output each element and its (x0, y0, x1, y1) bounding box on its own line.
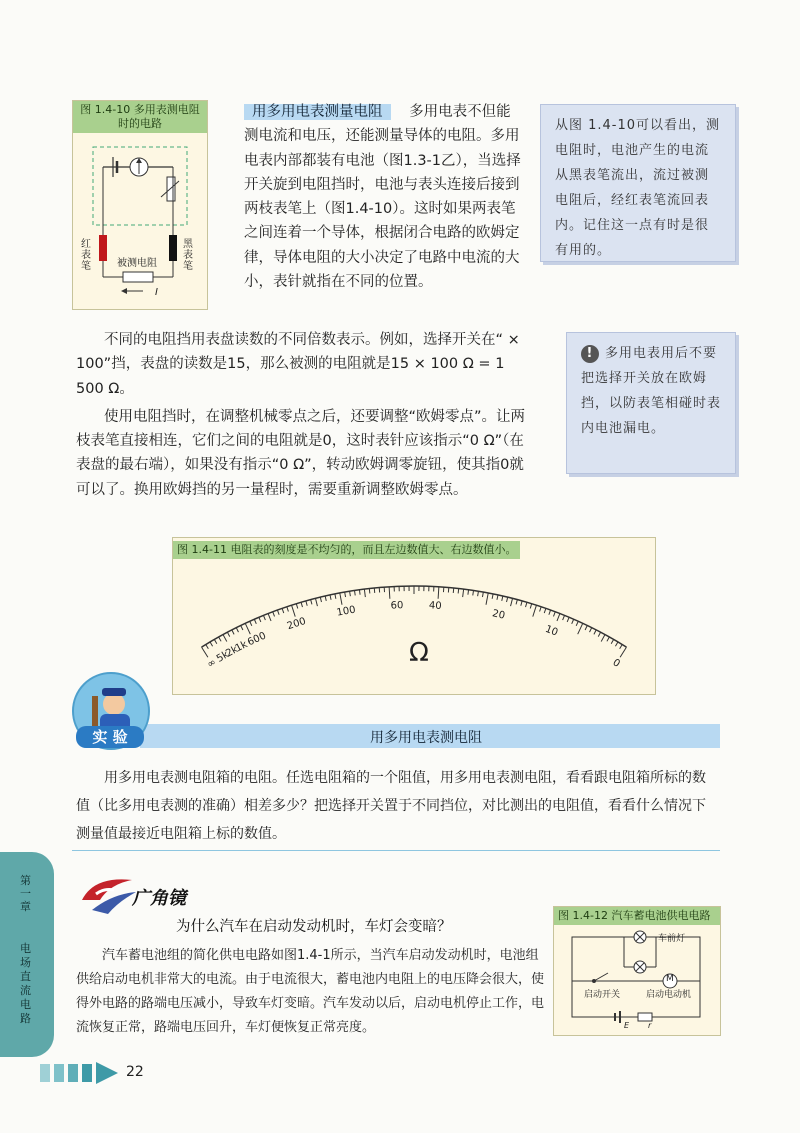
scale-tick (620, 647, 626, 657)
scale-tick (572, 619, 574, 624)
scale-label: 20 (491, 608, 506, 622)
chapter-title: 电场 直流电路 (20, 942, 42, 1025)
figure-1-4-11 (172, 537, 656, 695)
scale-tick (486, 593, 488, 605)
section-heading: 用多用电表测量电阻 (244, 104, 391, 120)
ohm-unit-symbol: Ω (409, 638, 429, 668)
scale-label: 1k (233, 639, 250, 655)
side-note-1-text: 从图 1.4-10可以看出，测电阻时，电池产生的电流从黑表笔流出，流过被测电阻后，经红表笔流回表内。记住这一点有时是很有用的。 (555, 118, 721, 258)
scale-tick (468, 590, 469, 595)
car-battery-circuit-diagram (554, 925, 720, 1035)
wide-lens-text: 汽车蓄电池组的简化供电电路如图1.4-1所示，当汽车启动发动机时，电池组供给启动电机非常大的电流。由于电流很大，蓄电池内电阻上的电压降会很大，使得外电路的路端电压减小，导致车灯变暗。汽车发动以后，启动电机停止工作，电流恢复正常，路端电压回升，车灯便恢复正常亮度。 (76, 948, 545, 1035)
scale-label: 600 (245, 630, 268, 649)
scale-tick (287, 607, 289, 612)
scale-tick (263, 615, 265, 620)
scale-tick (511, 598, 513, 606)
alert-icon: ! (581, 345, 599, 363)
scale-tick (311, 600, 312, 605)
scale-tick (601, 635, 605, 642)
scale-tick (507, 597, 508, 602)
scale-tick (530, 604, 531, 609)
scale-tick (315, 598, 317, 606)
scale-tick (482, 592, 483, 597)
scale-tick (620, 644, 623, 648)
ohm-scale-dial (173, 556, 655, 694)
scale-tick (544, 608, 546, 613)
scale-tick (354, 590, 355, 595)
scale-tick (578, 623, 583, 634)
scale-label: 60 (390, 600, 404, 612)
figure-1-4-12 (553, 906, 721, 1036)
intro-paragraph: 多用电表不但能测电流和电压，还能测量导体的电阻。多用电表内部都装有电池（图1.3-1乙），当选择开关旋到电阻挡时，电池与表头连接后接到两枝表笔上（图1.4-10）。这时如果两表笔之间连着一个导体，根据闭合电路的欧姆定律，导体电阻的大小决定了电路中电流的大小，表针就指在不同的位置。 (244, 104, 521, 291)
scale-tick (438, 587, 439, 599)
scale-tick (521, 601, 522, 606)
scale-tick (473, 590, 474, 595)
scale-tick (340, 593, 342, 605)
scale-tick (236, 628, 238, 632)
scale-tick (345, 592, 346, 597)
scale-tick (553, 612, 555, 617)
scale-tick (335, 594, 336, 599)
figure-1-4-10 (72, 100, 208, 310)
motor-label: 启动电动机 (646, 990, 692, 1000)
scale-tick (458, 589, 459, 594)
scale-tick (210, 642, 213, 646)
page-footer-arrows (40, 1060, 120, 1086)
scale-tick (241, 625, 243, 630)
scale-tick (549, 610, 551, 615)
scale-tick (223, 635, 227, 642)
scale-tick (502, 596, 503, 601)
scale-label: 0 (610, 657, 622, 670)
side-note-2-text: 多用电表用后不要把选择开关放在欧姆挡，以防表笔相碰时表内电池漏电。 (581, 346, 722, 436)
scale-tick (585, 625, 587, 630)
scale-tick (202, 647, 208, 657)
scale-tick (320, 597, 321, 602)
ohmmeter-circuit-diagram (73, 137, 207, 307)
scale-tick (364, 589, 365, 597)
scale-tick (389, 587, 390, 599)
scale-label: 100 (335, 604, 357, 619)
scale-tick (330, 595, 331, 600)
scale-tick (206, 644, 209, 648)
scale-tick (250, 621, 252, 626)
motor-symbol: M (666, 974, 674, 984)
scale-tick (540, 607, 542, 612)
scale-tick (325, 596, 326, 601)
scale-tick (245, 623, 250, 634)
scale-tick (576, 621, 578, 626)
paragraph-3: 使用电阻挡时，在调整机械零点之后，还要调整“欧姆零点”。让两枝表笔直接相连，它们之间的电阻就是0，这时表针应该指示“0 Ω”（在表盘的最右端），如果没有指示“0 Ω”，转动欧姆调零旋钮，使其指0就可以了。换用欧姆挡的另一量程时，需要重新调整欧姆零点。 (76, 408, 526, 498)
figure-caption: 图 1.4-10 多用表测电阻时的电路 (73, 101, 207, 133)
experiment-text: 用多用电表测电阻箱的电阻。任选电阻箱的一个阻值，用多用电表测电阻，看看跟电阻箱所标的数值（比多用电表测的准确）相差多少？把选择开关置于不同挡位，对比测出的电阻值，看看什么情况下测量值最接近电阻箱上标的数值。 (76, 770, 706, 842)
scale-tick (350, 591, 351, 596)
scale-tick (214, 639, 216, 643)
scale-tick (268, 614, 271, 621)
scale-tick (615, 642, 618, 646)
scale-tick (533, 605, 537, 616)
scale-tick (254, 619, 256, 624)
page-number: 22 (126, 1064, 144, 1080)
scale-tick (232, 630, 234, 634)
wide-lens-question: 为什么汽车在启动发动机时，车灯会变暗？ (176, 919, 452, 935)
figure-caption: 图 1.4-11 电阻表的刻度是不均匀的，而且左边数值大、右边数值小。 (173, 541, 520, 559)
scale-tick (478, 591, 479, 596)
scale-tick (557, 614, 560, 621)
paragraph-2: 不同的电阻挡用表盘读数的不同倍数表示。例如，选择开关在“ × 100”挡，表盘的读数是15，那么被测的电阻就是15 × 100 Ω = 1 500 Ω。 (76, 332, 520, 397)
scale-label: 200 (285, 615, 308, 633)
scale-label: 2k (224, 644, 241, 660)
scale-tick (282, 608, 284, 613)
experiment-title: 用多用电表测电阻 (370, 730, 482, 746)
black-probe-label: 黑表笔 (183, 239, 193, 272)
section-divider (72, 850, 720, 851)
scale-tick (492, 594, 493, 599)
footer-arrow-icon (40, 1060, 120, 1086)
scale-tick (296, 604, 297, 609)
chapter-sidebar (0, 852, 54, 1057)
scale-tick (259, 617, 261, 622)
scale-tick (219, 637, 221, 641)
figure-caption: 图 1.4-12 汽车蓄电池供电电路 (554, 907, 720, 925)
side-note-1 (540, 104, 736, 262)
resistor-label: 被测电阻 (117, 258, 157, 269)
scale-tick (590, 628, 592, 632)
scale-tick (594, 630, 596, 634)
scale-tick (273, 612, 275, 617)
scale-tick (359, 590, 360, 595)
experiment-badge: 实 验 (76, 726, 144, 748)
scale-tick (301, 602, 302, 607)
emf-label: E (624, 1021, 630, 1030)
scale-tick (292, 605, 296, 616)
scale-tick (369, 589, 370, 594)
scale-label: 5k (214, 649, 231, 665)
scale-tick (598, 632, 600, 636)
scale-tick (516, 600, 517, 605)
scale-tick (567, 617, 569, 622)
scale-label: 40 (428, 600, 442, 612)
chapter-number: 第一章 (20, 874, 31, 913)
scale-tick (607, 637, 609, 641)
scale-tick (497, 595, 498, 600)
scale-tick (306, 601, 307, 606)
scale-label: 10 (543, 623, 560, 639)
scale-tick (463, 589, 464, 597)
side-note-2 (566, 332, 736, 474)
intro-block (244, 100, 524, 294)
scale-tick (227, 632, 229, 636)
lamp-label: 车前灯 (658, 934, 686, 944)
wide-lens-label: 广角镜 (132, 888, 186, 909)
scale-tick (611, 639, 613, 643)
scale-tick (526, 602, 527, 607)
main-paragraphs (76, 328, 528, 502)
internal-resistance-label: r (648, 1021, 652, 1030)
scale-tick (563, 615, 565, 620)
current-label: I (155, 287, 158, 298)
red-probe-label: 红表笔 (81, 239, 91, 272)
scale-tick (277, 610, 279, 615)
scale-label: ∞ (205, 656, 219, 671)
switch-label: 启动开关 (584, 990, 621, 1000)
